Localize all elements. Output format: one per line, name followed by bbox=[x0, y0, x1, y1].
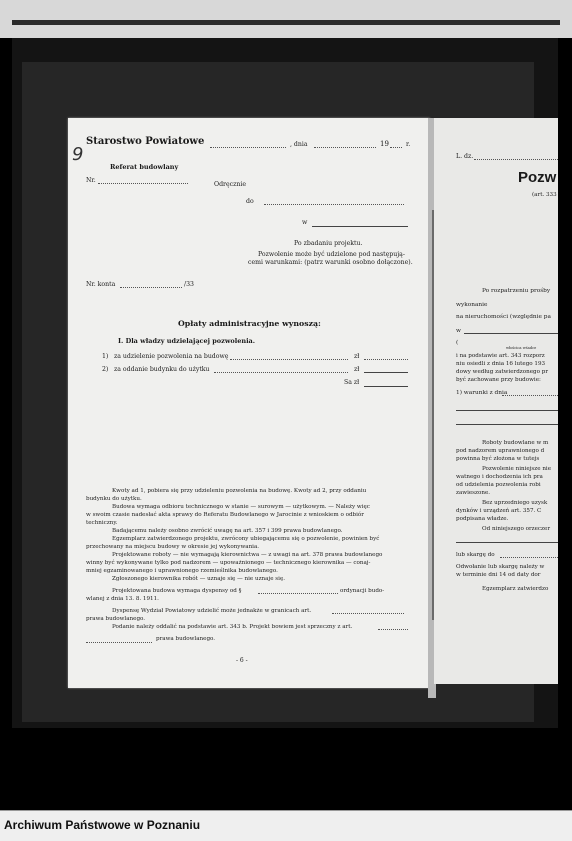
total-label: Sa zł bbox=[344, 379, 360, 386]
right-line-6: i na podstawie art. 343 rozporz bbox=[456, 353, 545, 359]
fee-1-currency: zł bbox=[354, 353, 360, 360]
note-5b: winny być wykonywane tylko pod nadzorem — upoważnionego — technicznego kierownika — conaj- bbox=[86, 560, 371, 566]
note-7: Projektowana budowa wymaga dyspensy od § bbox=[112, 588, 242, 594]
top-stripe bbox=[12, 20, 560, 25]
total-line bbox=[364, 386, 408, 387]
approval-line-1: Po zbadaniu projektu. bbox=[294, 240, 363, 247]
right-line-14: Pozwolenie niniejsze nie bbox=[482, 466, 552, 472]
right-line-4-rule bbox=[464, 333, 558, 334]
odrecznie-label: Odręcznie bbox=[214, 181, 247, 188]
handwritten-number: 9 bbox=[72, 144, 84, 165]
note-6: Zgłoszonego kierownika robót — uznaje się — nie uznaje się. bbox=[112, 576, 286, 582]
account-label: Nr. konta bbox=[86, 281, 116, 288]
year-suffix: r. bbox=[406, 141, 411, 148]
note-8b: prawa budowlanego. bbox=[86, 616, 146, 622]
fee-2-number: 2) bbox=[102, 366, 109, 373]
nr-label: Nr. bbox=[86, 177, 96, 184]
note-2b: w swoim czasie nadesłać akta sprawy do Referatu Budowlanego w Jarocinie z wnioskiem o odbiór bbox=[86, 512, 364, 518]
right-line-19: dynków i urządzeń art. 357. C bbox=[456, 508, 542, 514]
permit-title: Pozw bbox=[518, 169, 557, 186]
note-5c: mniej egzaminowanego i uprawnionego rzemieślnika budowlanego. bbox=[86, 568, 278, 574]
fees-section-1: I. Dla władzy udzielającej pozwolenia. bbox=[118, 337, 256, 345]
note-7-line bbox=[258, 593, 338, 594]
archive-footer bbox=[0, 810, 572, 841]
office-heading: Starostwo Powiatowe bbox=[86, 136, 205, 147]
right-line-7: niu osiedli z dnia 16 lutego 193 bbox=[456, 361, 546, 367]
do-label: do bbox=[246, 198, 254, 205]
right-line-10: 1) warunki z dnia bbox=[456, 390, 508, 396]
note-2: Budowa wymaga odbioru technicznego w stanie — surowym — użytkowym. — Należy więc bbox=[112, 504, 370, 510]
w-line bbox=[312, 226, 408, 227]
right-line-11: Roboty budowlane w m bbox=[482, 440, 549, 446]
fee-1-dots bbox=[230, 359, 348, 360]
right-line-8: dowy według zatwierdzonego pr bbox=[456, 369, 549, 375]
fee-2-dots bbox=[214, 372, 348, 373]
note-9b-line bbox=[86, 642, 152, 643]
year-label: 19 bbox=[380, 140, 389, 148]
date-label: , dnia bbox=[290, 141, 308, 148]
right-line-15: watnego i dochodzenia ich pra bbox=[456, 474, 543, 480]
right-line-9: być zachowane przy budowie: bbox=[456, 377, 541, 383]
note-2c: techniczny. bbox=[86, 520, 118, 526]
top-margin bbox=[0, 0, 572, 38]
fee-2-currency: zł bbox=[354, 366, 360, 373]
archive-name: Archiwum Państwowe w Poznaniu bbox=[4, 818, 201, 832]
right-line-2: wykonanie bbox=[456, 302, 488, 308]
fee-1-amount-line bbox=[364, 359, 408, 360]
do-line bbox=[264, 204, 404, 205]
right-line-4: w bbox=[456, 328, 461, 334]
document-page-left bbox=[68, 118, 430, 688]
note-9-line bbox=[378, 629, 408, 630]
right-line-3: na nieruchomości (względnie pa bbox=[456, 314, 551, 320]
w-label: w bbox=[302, 219, 308, 226]
right-line-17: zawieszone. bbox=[456, 490, 491, 496]
right-line-5-caption: włościca wśadce bbox=[506, 346, 537, 350]
right-line-20: podpisana władze. bbox=[456, 516, 509, 522]
account-line bbox=[120, 287, 182, 288]
account-suffix: /33 bbox=[184, 281, 194, 288]
right-line-12: pod nadzorem uprawnionego d bbox=[456, 448, 545, 454]
right-rule-a bbox=[456, 410, 558, 411]
note-9: Podanie należy oddalić na podstawie art. 343 b. Projekt bowiem jest sprzeczny z art. bbox=[112, 624, 353, 630]
right-line-13: powinna być złożona w tutejs bbox=[456, 456, 540, 462]
note-1b: budynku do użytku. bbox=[86, 496, 142, 502]
document-page-right bbox=[434, 118, 558, 684]
approval-line-3: cemi warunkami: (patrz warunki osobno dołączone). bbox=[248, 259, 413, 266]
note-7b: wlanej z dnia 13. 8. 1911. bbox=[86, 596, 159, 602]
approval-line-2: Pozwolenie może być udzielone pod następują- bbox=[258, 251, 405, 258]
right-rule-b bbox=[456, 424, 558, 425]
right-line-23: Odwołanie lub skargę należy w bbox=[456, 564, 545, 570]
fee-1-number: 1) bbox=[102, 353, 109, 360]
permit-article: (art. 333 bbox=[532, 192, 557, 198]
right-line-16: od udzielenia pozwolenia robi bbox=[456, 482, 541, 488]
note-1: Kwoty ad 1, pobiera się przy udzieleniu pozwolenia na budowę. Kwoty ad 2, przy oddaniu bbox=[112, 488, 367, 494]
note-7-mid: ordynacji budo- bbox=[340, 588, 385, 594]
right-line-22-rule bbox=[500, 557, 558, 558]
fees-title: Opłaty administracyjne wynoszą: bbox=[178, 319, 321, 328]
note-4b: przechowany na miejscu budowy w okresie jej wykonywania. bbox=[86, 544, 260, 550]
note-8: Dyspensę Wydział Powiatowy udzielić może jednakże w granicach art. bbox=[112, 608, 312, 614]
right-line-1: Po rozpatrzeniu prośby bbox=[482, 288, 551, 294]
page-number: - 6 - bbox=[236, 657, 248, 664]
fee-2-amount-line bbox=[364, 372, 408, 373]
right-line-24: w terminie dni 14 od daty dor bbox=[456, 572, 541, 578]
fee-2-label: za oddanie budynku do użytku bbox=[114, 366, 210, 373]
right-line-25: Egzemplarz zatwierdzo bbox=[482, 586, 549, 592]
note-5: Projektowane roboty — nie wymagają kierownictwa — z uwagi na art. 378 prawa budowlanego bbox=[112, 552, 383, 558]
date-line bbox=[314, 147, 376, 148]
right-line-22: lub skargę do bbox=[456, 552, 495, 558]
right-line-10-rule bbox=[502, 395, 558, 396]
right-line-21: Od niniejszego orzeczer bbox=[482, 526, 550, 532]
note-3: Badającemu należy osobno zwrócić uwagę na art. 357 i 399 prawa budowlanego. bbox=[112, 528, 343, 534]
fee-1-label: za udzielenie pozwolenia na budowę bbox=[114, 353, 229, 360]
note-4: Egzemplarz zatwierdzonego projektu, zwrócony ubiegającemu się o pozwolenie, powinien być bbox=[112, 536, 380, 542]
note-9b: prawa budowlanego. bbox=[156, 636, 216, 642]
right-line-18: Bez uprzedniego uzysk bbox=[482, 500, 548, 506]
nr-line bbox=[98, 183, 188, 184]
right-line-5: ( bbox=[456, 340, 459, 346]
department-label: Referat budowlany bbox=[110, 163, 179, 171]
place-line bbox=[210, 147, 286, 148]
register-line bbox=[474, 159, 558, 160]
note-8-line bbox=[332, 613, 404, 614]
year-line bbox=[390, 147, 402, 148]
right-rule-c bbox=[456, 542, 558, 543]
register-label: L. dz. bbox=[456, 153, 474, 160]
